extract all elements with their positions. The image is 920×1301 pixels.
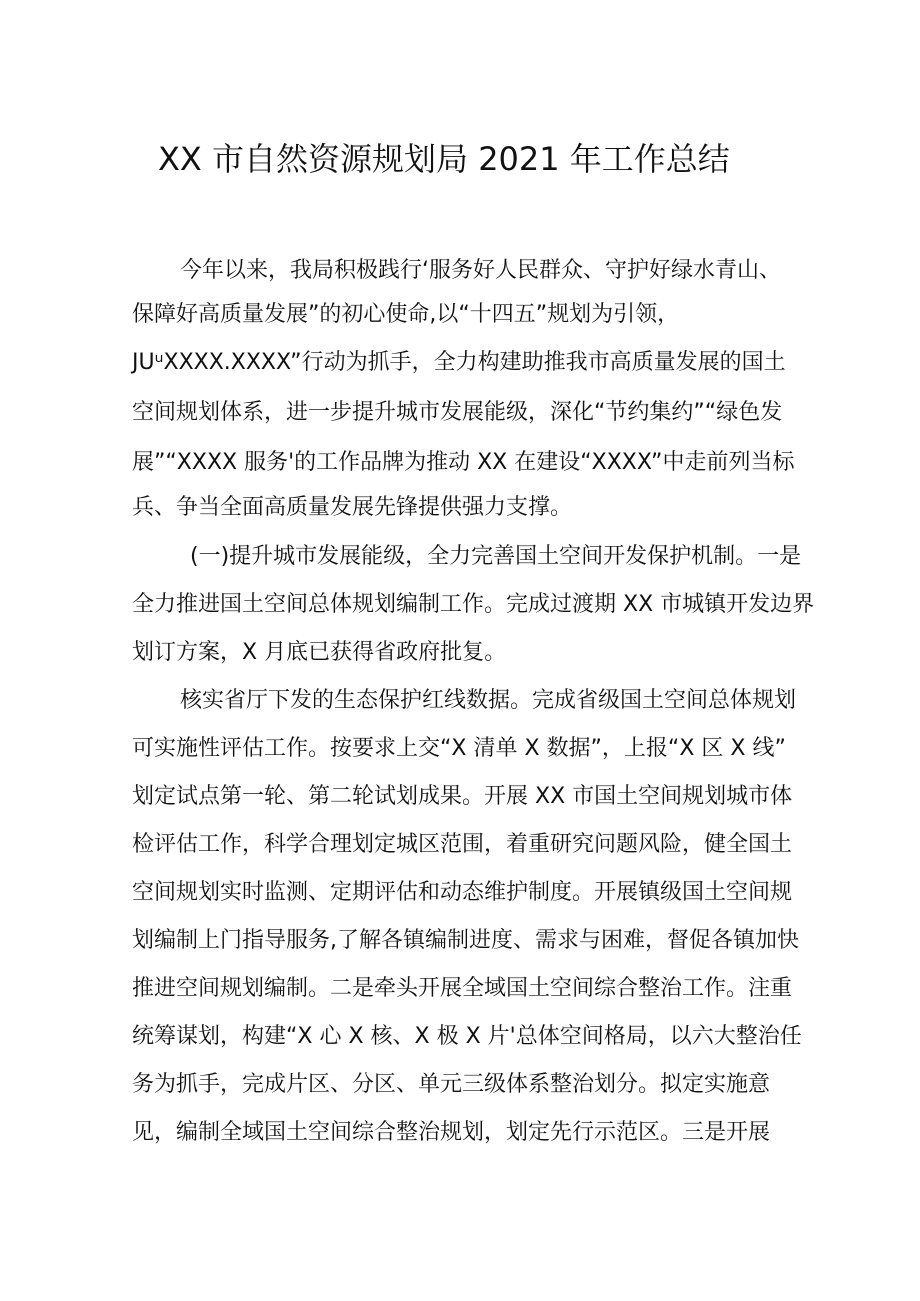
body-line: 划订方案，X 月底已获得省政府批复。 xyxy=(132,640,507,665)
body-line: 可实施性评估工作。按要求上交“X 清单 X 数据”，上报“X 区 X 线” xyxy=(132,736,786,761)
body-line: 兵、争当全面高质量发展先锋提供强力支撑。 xyxy=(132,495,573,520)
body-line: JUᵘXXXX.XXXX”行动为抓手，全力构建助推我市高质量发展的国土 xyxy=(132,350,786,375)
body-line: 全力推进国土空间总体规划编制工作。完成过渡期 XX 市城镇开发边界 xyxy=(132,592,815,617)
body-line: 核实省厅下发的生态保护红线数据。完成省级国土空间总体规划 xyxy=(180,688,797,713)
body-line: 今年以来，我局积极践行‘服务好人民群众、守护好绿水青山、 xyxy=(180,258,781,283)
section-heading-line: (一)提升城市发展能级，全力完善国土空间开发保护机制。一是 xyxy=(190,544,802,569)
body-line: 展”“XXXX 服务'的工作品牌为推动 XX 在建设“XXXX”中走前列当标 xyxy=(132,450,795,475)
body-line: 划编制上门指导服务,了解各镇编制进度、需求与困难，督促各镇加快 xyxy=(132,928,799,953)
body-line: 保障好高质量发展”的初心使命,以“十四五”规划为引领， xyxy=(132,302,680,327)
body-line: 空间规划体系，进一步提升城市发展能级，深化“节约集约”“绿色发 xyxy=(132,400,783,425)
body-line: 划定试点第一轮、第二轮试划成果。开展 XX 市国土空间规划城市体 xyxy=(132,784,793,809)
body-line: 检评估工作，科学合理划定城区范围，着重研究问题风险，健全国土 xyxy=(132,832,793,857)
body-line: 务为抓手，完成片区、分区、单元三级体系整治划分。拟定实施意 xyxy=(132,1072,771,1097)
body-line: 统筹谋划，构建“X 心 X 核、X 极 X 片'总体空间格局，以六大整治任 xyxy=(132,1024,802,1049)
body-line: 见，编制全域国土空间综合整治规划，划定先行示范区。三是开展 xyxy=(132,1120,771,1145)
body-line: 空间规划实时监测、定期评估和动态维护制度。开展镇级国土空间规 xyxy=(132,880,793,905)
document-title: XX 市自然资源规划局 2021 年工作总结 xyxy=(158,140,730,178)
body-line: 推进空间规划编制。二是牵头开展全域国土空间综合整治工作。注重 xyxy=(132,976,793,1001)
